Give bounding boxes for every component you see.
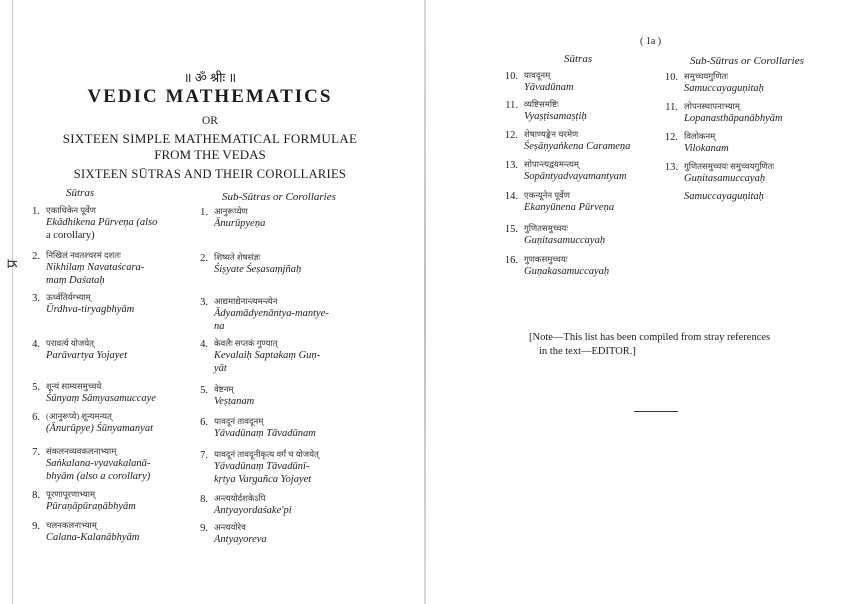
entry-number: 5. [32,382,40,393]
transliteration: Yāvadūnaṃ Tāvadūnī- [214,461,310,472]
sanskrit-text: वेष्टनम् [214,384,234,394]
entry-number: 1. [200,207,208,218]
sanskrit-text: ऊर्ध्वतिर्यग्भ्याम् [46,292,91,302]
or-line: OR [202,115,218,127]
note-line: in the text—EDITOR.] [539,346,636,357]
entry-number: 4. [200,339,208,350]
entry-number: 16. [504,255,518,266]
page-edge-mark: प्र [5,259,21,268]
transliteration: Kevalaiḥ Saptakaṃ Guṇ- [214,350,321,361]
transliteration: Nikhilaṃ Navataścara- [46,262,145,273]
section-heading: SIXTEEN SŪTRAS AND THEIR COROLLARIES [73,167,347,181]
transliteration: Yāvadūnam [524,82,574,93]
transliteration: Ūrdhva-tiryagbhyām [46,304,135,315]
entry-number: 13. [664,162,678,173]
transliteration: Parāvartya Yojayet [46,350,127,361]
entry-number: 8. [200,494,208,505]
note-line: [Note—This list has been compiled from stray references [529,332,771,343]
entry-number: 11. [665,102,678,113]
sanskrit-text: निखिलं नवतश्चरमं दशतः [46,250,121,260]
transliteration: Antyayoreva [214,534,267,545]
entry-number: 12. [664,132,678,143]
transliteration: Samuccayaguṇitaḥ [684,191,764,202]
sanskrit-text: एकन्यूनेन पूर्वेण [524,190,570,200]
transliteration: Vyaṣṭisamaṣṭiḥ [524,111,587,122]
sanskrit-text: गुणितसमुच्चयः [524,223,569,233]
entry-number: 14. [504,191,518,202]
transliteration: Guṇitasamuccayaḥ [524,235,606,246]
entry-number: 15. [504,224,518,235]
entry-number: 9. [32,521,40,532]
sanskrit-text: परावर्त्य योजयेत् [46,338,94,348]
entry-number: 4. [32,339,40,350]
sanskrit-text: संकलनव्यवकलनाभ्याम् [46,446,117,456]
sanskrit-text: व्यष्टिसमष्टिः [524,99,559,109]
sanskrit-text: केवलैः सप्तकं गुण्यात् [214,338,278,348]
sanskrit-text: शेषाण्यङ्केन चरमेण [524,129,579,139]
sanskrit-text: गुणकसमुच्चयः [524,254,568,264]
sanskrit-text: गुणितसमुच्चयः समुच्चयगुणितः [684,161,775,171]
transliteration: Śiṣyate Śeṣasaṃjñaḥ [214,264,302,275]
transliteration: Ādyamādyenāntya-mantye- [214,308,329,319]
entry-number: 1. [32,206,40,217]
sanskrit-text: अन्त्ययोर्दशकेऽपि [214,493,266,503]
subtitle-line-1: SIXTEEN SIMPLE MATHEMATICAL FORMULAE [62,131,358,146]
entry-number: 10. [664,72,678,83]
transliteration: Sopāntyadvayamantyam [524,171,627,182]
transliteration: Guṇakasamuccayaḥ [524,266,610,277]
entry-number: 13. [504,160,518,171]
transliteration: maṃ Daśataḥ [46,275,105,286]
entry-number: 7. [200,450,208,461]
sanskrit-text: आद्यमाद्येनान्त्यमन्त्येन [214,296,278,306]
transliteration: yāt [214,363,227,374]
transliteration: Vilokanam [684,143,729,154]
sanskrit-text: पूरणापूरणाभ्याम् [46,489,96,499]
transliteration: Antyayordaśake'pi [214,505,292,516]
transliteration: kṛtya Vargañca Yojayet [214,474,312,485]
transliteration: Veṣṭanam [214,396,255,407]
book-spine [424,0,426,604]
sanskrit-text: समुच्चयगुणितः [684,71,729,81]
corollaries-column-heading: Sub-Sūtras or Corollaries [690,55,804,67]
sanskrit-text: विलोकनम् [684,131,716,141]
transliteration: Yāvadūnaṃ Tāvadūnam [214,428,316,439]
sanskrit-text: लोपनस्थापनाभ्याम् [684,101,740,111]
entry-number: 2. [200,253,208,264]
book-title: VEDIC MATHEMATICS [87,86,333,107]
subtitle-line-2: FROM THE VEDAS [154,147,266,162]
transliteration: Saṅkalana-vyavakalanā- [46,458,151,469]
entry-number: 11. [505,100,518,111]
sanskrit-text: चलनकलनाभ्याम् [46,520,97,530]
page-number: ( 1a ) [640,36,662,47]
transliteration: Ekādhikena Pūrveṇa (also [46,217,158,228]
sanskrit-text: सोपान्त्यद्वयमन्त्यम् [524,159,580,169]
sanskrit-text: आनुरूप्येण [214,206,248,216]
left-page [0,0,420,604]
sanskrit-text: (आनुरूप्ये) शून्यमन्यत् [46,411,112,421]
entry-number: 6. [32,412,40,423]
entry-number: 6. [200,417,208,428]
sutras-column-heading: Sūtras [564,53,593,65]
corollaries-column-heading: Sub-Sūtras or Corollaries [222,191,336,203]
transliteration: Śūnyaṃ Sāmyasamuccaye [46,393,156,404]
transliteration: Calana-Kalanābhyām [46,532,140,543]
transliteration: Ānurūpyeṇa [214,218,266,229]
editor-note [529,331,829,359]
entry-number: 3. [32,293,40,304]
sutras-column-heading: Sūtras [66,187,95,199]
transliteration: Pūraṇāpūraṇābhyām [46,501,136,512]
transliteration: bhyām (also a corollary) [46,471,151,482]
entry-number: 7. [32,447,40,458]
entry-number: 3. [200,297,208,308]
transliteration: Lopanasthāpanābhyām [684,113,783,124]
entry-number: 5. [200,385,208,396]
transliteration: a corollary) [46,230,95,241]
entry-number: 2. [32,251,40,262]
sanskrit-text: शून्यं साम्यसमुच्चये [46,381,102,391]
invocation: ॥ ॐ श्रीः ॥ [183,70,237,85]
entry-number: 9. [200,523,208,534]
entry-number: 10. [504,71,518,82]
entry-number: 12. [504,130,518,141]
sanskrit-text: एकाधिकेन पूर्वेण [46,205,96,215]
sanskrit-text: शिष्यते शेषसंज्ञः [214,252,261,262]
transliteration: Śeṣāṇyaṅkena Carameṇa [524,141,631,152]
transliteration: Samuccayaguṇitaḥ [684,83,764,94]
transliteration: Ekanyūnena Pūrveṇa [524,202,615,213]
right-page [430,0,861,604]
entry-number: 8. [32,490,40,501]
transliteration: Guṇitasamuccayaḥ [684,173,766,184]
sanskrit-text: यावदूनम् [524,70,551,80]
sanskrit-text: यावदूनं तावदूनीकृत्य वर्गं च योजयेत् [214,449,319,459]
sanskrit-text: यावदूनं तावदूनम् [214,416,264,426]
transliteration: (Ānurūpye) Śūnyamanyat [46,423,154,434]
transliteration: na [214,321,225,332]
horizontal-rule [634,411,678,412]
sanskrit-text: अन्त्ययोरेव [214,522,246,532]
